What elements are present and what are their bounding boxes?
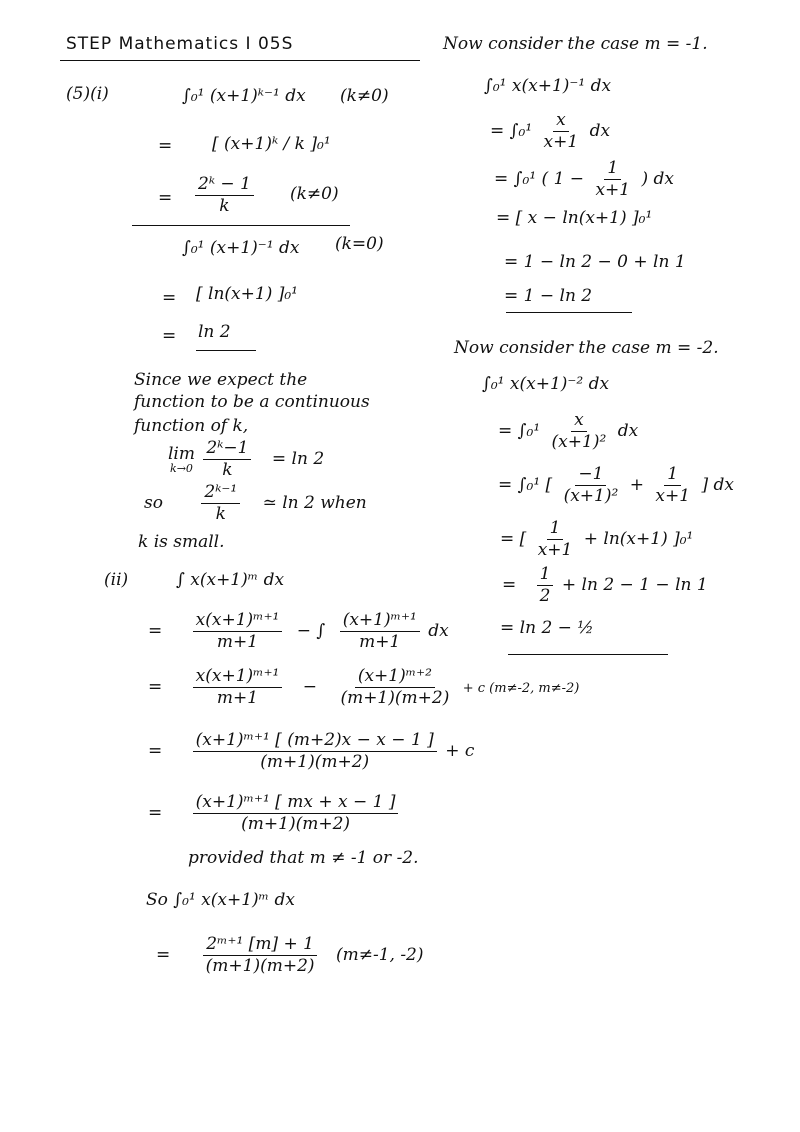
dx-label: ] dx — [701, 475, 734, 495]
limit-denominator: k — [222, 460, 233, 480]
parts-step-1: = $\frac{\text{x(x+1)ᵐ⁺¹}}{m+1}$ − ∫ $\frac{\text{(x+1)ᵐ⁺¹}}{m+1}$ dx — [148, 610, 449, 652]
explanation-line: function of k, — [134, 416, 249, 436]
integral-k: ∫₀¹ (x+1)ᵏ⁻¹ dx — [182, 86, 306, 106]
term-denominator: m+1 — [216, 632, 259, 652]
limit-expression — [168, 440, 324, 479]
result-ln2: ln 2 — [198, 322, 231, 342]
rhs2-result: = ln 2 − ½ — [500, 618, 594, 638]
condition-k-zero: (k=0) — [335, 234, 384, 254]
limit-numerator: 2ᵏ−1 — [203, 440, 251, 460]
definite-integral-m: So ∫₀¹ x(x+1)ᵐ dx — [146, 890, 295, 910]
term-denominator: x+1 — [543, 132, 579, 152]
term-numerator: 1 — [664, 466, 681, 486]
condition-k-nonzero: (k≠0) — [340, 86, 389, 106]
equals-sign: = — [148, 803, 163, 823]
term-denominator: x+1 — [595, 180, 631, 200]
final-denominator: (m+1)(m+2) — [205, 956, 315, 976]
limit-rhs: = ln 2 — [271, 449, 325, 469]
section-divider — [132, 225, 350, 226]
approx-rhs: ≃ ln 2 when — [262, 493, 367, 513]
term-numerator: −1 — [575, 466, 606, 486]
equals-sign: = — [158, 136, 173, 156]
result-underline — [506, 312, 632, 313]
equals-sign: = — [148, 741, 163, 761]
result-k-condition: (k≠0) — [290, 184, 339, 204]
term-numerator: x — [553, 112, 569, 132]
equals-sign: = — [148, 677, 163, 697]
rhs-step-1 — [490, 112, 610, 151]
term-numerator: 1 — [537, 566, 554, 586]
bracket-prefix: = [ — [500, 529, 527, 549]
term-denominator: (m+1)(m+2) — [241, 814, 351, 834]
result-k — [192, 176, 257, 215]
integral-prefix: = ∫₀¹ — [498, 421, 541, 441]
page-title: STEP Mathematics I 05S — [66, 34, 294, 54]
title-underline — [60, 60, 420, 61]
rhs2-step-4-tail: + ln 2 − 1 − ln 1 — [561, 575, 708, 595]
final-result — [156, 936, 424, 975]
term-denominator: (x+1)² — [563, 486, 619, 506]
parts-step-2: = $\frac{\text{x(x+1)ᵐ⁺¹}}{m+1}$ − $\frac{\text{(x+1)ᵐ⁺²}}{(m+1)(m+2)}$ + c (m≠-2, m≠-2) — [148, 666, 580, 708]
term-denominator: (m+1)(m+2) — [340, 688, 450, 708]
integral-k-zero: ∫₀¹ (x+1)⁻¹ dx — [182, 238, 300, 258]
case-m-minus-1-heading: Now consider the case m = -1. — [443, 34, 708, 54]
dx-label: ) dx — [641, 169, 675, 189]
term-denominator: m+1 — [216, 688, 259, 708]
integral-prefix: = ∫₀¹ — [490, 121, 533, 141]
term-denominator: (m+1)(m+2) — [260, 752, 370, 772]
constant-term: + c (m≠-2, m≠-2) — [462, 681, 580, 696]
integral-prefix: = ∫₀¹ [ — [498, 475, 553, 495]
integral-m-minus-1: ∫₀¹ x(x+1)⁻¹ dx — [484, 76, 612, 96]
part-i-label: (5)(i) — [66, 84, 109, 104]
term-numerator: 1 — [547, 520, 564, 540]
limit-label: lim — [168, 443, 195, 464]
term-numerator: (x+1)ᵐ⁺² — [355, 668, 435, 688]
term-numerator: x(x+1)ᵐ⁺¹ — [193, 612, 283, 632]
result-k-numerator: 2ᵏ − 1 — [195, 176, 254, 196]
term-numerator: x(x+1)ᵐ⁺¹ — [193, 668, 283, 688]
part-ii-label: (ii) — [104, 570, 129, 590]
plus-sign: + — [629, 475, 644, 495]
term-numerator: (x+1)ᵐ⁺¹ [ (m+2)x − x − 1 ] — [193, 732, 437, 752]
term-denominator: x+1 — [655, 486, 691, 506]
dx-label: dx — [428, 621, 449, 641]
rhs-step-2 — [494, 160, 674, 199]
dx-label: dx — [617, 421, 639, 441]
term-denominator: m+1 — [359, 632, 401, 652]
limit-subscript: k→0 — [170, 461, 193, 475]
explanation-line: Since we expect the — [134, 370, 308, 390]
antiderivative-log: [ ln(x+1) ]₀¹ — [196, 284, 298, 304]
equals-sign: = — [148, 621, 163, 641]
rhs2-step-4 — [502, 566, 708, 605]
constant-term: + c — [445, 741, 475, 761]
term-denominator: (x+1)² — [551, 432, 607, 452]
term-numerator: (x+1)ᵐ⁺¹ [ mx + x − 1 ] — [193, 794, 399, 814]
dx-label: dx — [589, 121, 611, 141]
provided-note: provided that m ≠ -1 or -2. — [188, 848, 419, 868]
parts-step-4 — [148, 794, 401, 833]
final-condition: (m≠-1, -2) — [335, 945, 424, 965]
rhs2-step-3 — [500, 520, 693, 559]
result-underline — [196, 350, 256, 351]
result-underline — [508, 654, 668, 655]
parts-step-3 — [148, 732, 474, 771]
result-k-denominator: k — [219, 196, 230, 216]
term-numerator: x — [571, 412, 587, 432]
rhs2-step-2 — [498, 466, 734, 505]
approx-numerator: 2ᵏ⁻¹ — [201, 484, 240, 504]
rhs-step-5: = 1 − ln 2 — [504, 286, 593, 306]
rhs2-step-1 — [498, 412, 638, 451]
final-numerator: 2ᵐ⁺¹ [m] + 1 — [203, 936, 317, 956]
approx-denominator: k — [215, 504, 226, 524]
k-small-note: k is small. — [138, 532, 225, 552]
term-denominator: x+1 — [537, 540, 573, 560]
bracket-tail: + ln(x+1) ]₀¹ — [583, 529, 694, 549]
explanation-line: function to be a continuous — [134, 392, 370, 412]
so-label: so — [144, 493, 163, 513]
rhs-step-4: = 1 − ln 2 − 0 + ln 1 — [504, 252, 686, 272]
term-numerator: 1 — [604, 160, 621, 180]
rhs-step-3: = [ x − ln(x+1) ]₀¹ — [496, 208, 653, 228]
integral-m: ∫ x(x+1)ᵐ dx — [176, 570, 285, 590]
equals-sign: = — [502, 575, 517, 595]
antiderivative-k: [ (x+1)ᵏ / k ]₀¹ — [212, 134, 331, 154]
term-numerator: (x+1)ᵐ⁺¹ — [340, 612, 420, 632]
approx-expression — [144, 484, 367, 523]
case-m-minus-2-heading: Now consider the case m = -2. — [454, 338, 719, 358]
integral-prefix: = ∫₀¹ ( 1 − — [494, 169, 585, 189]
equals-sign: = — [158, 188, 173, 208]
equals-sign: = — [162, 288, 177, 308]
equals-sign: = — [156, 945, 171, 965]
integral-m-minus-2: ∫₀¹ x(x+1)⁻² dx — [482, 374, 610, 394]
term-denominator: 2 — [539, 586, 551, 606]
equals-sign: = — [162, 326, 177, 346]
